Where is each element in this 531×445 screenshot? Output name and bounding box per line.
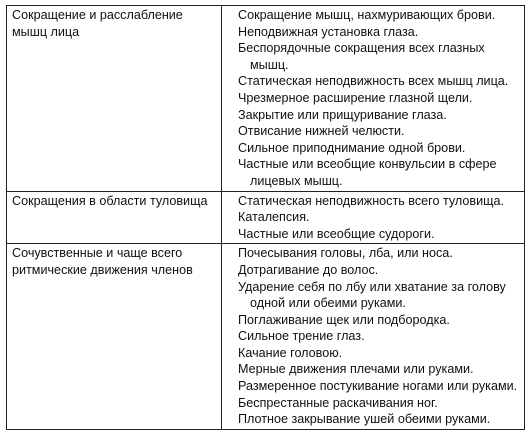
category-cell: Сочувственные и чаще всего ритмические движения членов [7, 244, 222, 430]
items-cell [222, 191, 525, 244]
table-row-limbs [7, 244, 525, 430]
list-item: Дотрагивание до волос. [238, 262, 379, 277]
list-item: Закрытие или прищуривание глаза. [238, 107, 447, 122]
movements-table [6, 5, 525, 430]
list-item: Беспрестанные раскачивания ног. [238, 395, 438, 410]
list-item: Почесывания головы, лба, или носа. [238, 246, 453, 261]
list-item: Статическая неподвижность всех мышц лица. [238, 74, 509, 89]
list-item: Отвисание нижней челюсти. [238, 124, 405, 139]
list-item: Качание головою. [238, 345, 343, 360]
list-item: Частные или всеобщие конвульсии в сфере лицевых мышц. [238, 157, 497, 188]
items-cell [222, 244, 525, 430]
list-item: Сильное приподнимание одной брови. [238, 140, 466, 155]
list-item: Беспорядочные сокращения всех глазных мышц. [238, 41, 485, 72]
list-item: Плотное закрывание ушей обеими руками. [238, 412, 491, 427]
list-item: Мерные движения плечами или руками. [238, 362, 474, 377]
list-item: Поглаживание щек или подбородка. [238, 312, 450, 327]
list-item: Сокращение мышц, нахмуривающих брови. [238, 8, 496, 22]
list-item: Размеренное постукивание ногами или руками. [238, 379, 518, 394]
category-cell: Сокращение и расслабление мышц лица [7, 6, 222, 192]
list-item: Частные или всеобщие судороги. [238, 226, 435, 241]
items-cell [222, 6, 525, 192]
list-item: Чрезмерное расширение глазной щели. [238, 90, 473, 105]
table-row-face [7, 6, 525, 192]
list-item: Сильное трение глаз. [238, 329, 365, 344]
list-item: Статическая неподвижность всего туловища. [238, 193, 504, 208]
category-cell: Сокращения в области туловища [7, 191, 222, 244]
list-item: Неподвижная установка глаза. [238, 24, 419, 39]
table-row-torso [7, 191, 525, 244]
list-item: Каталепсия. [238, 210, 310, 225]
list-item: Ударение себя по лбу или хватание за голову одной или обеими руками. [238, 279, 506, 311]
